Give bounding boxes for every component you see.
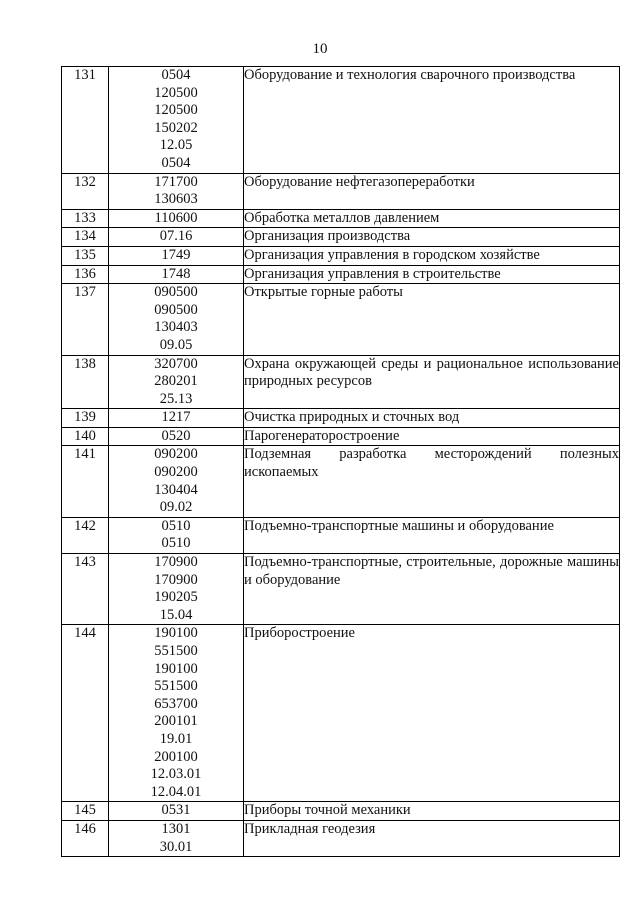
specialty-name: Парогенераторостроение — [244, 427, 620, 446]
specialty-code: 170900 — [154, 571, 198, 588]
row-number: 143 — [62, 554, 109, 625]
specialty-code: 150202 — [154, 119, 198, 136]
specialty-name: Оборудование и технология сварочного производства — [244, 67, 620, 174]
table-row — [62, 284, 620, 355]
specialty-codes-cell — [109, 265, 244, 284]
specialty-code: 0531 — [161, 802, 191, 819]
specialty-name: Очистка природных и сточных вод — [244, 409, 620, 428]
specialty-name: Подъемно-транспортные машины и оборудование — [244, 517, 620, 553]
specialty-code: 1749 — [161, 246, 191, 263]
specialty-code: 551500 — [154, 678, 198, 695]
specialty-code: 1217 — [161, 409, 191, 426]
row-number: 146 — [62, 820, 109, 856]
row-number: 145 — [62, 802, 109, 821]
table-row — [62, 409, 620, 428]
specialty-code: 090200 — [154, 464, 198, 481]
specialty-code: 120500 — [154, 102, 198, 119]
table-row — [62, 265, 620, 284]
row-number: 132 — [62, 173, 109, 209]
specialty-code: 280201 — [154, 373, 198, 390]
specialty-name: Организация управления в городском хозяйстве — [244, 246, 620, 265]
specialty-codes-cell — [109, 173, 244, 209]
table-row — [62, 517, 620, 553]
table-row — [62, 228, 620, 247]
specialty-code: 190100 — [154, 625, 198, 642]
specialty-code: 551500 — [154, 643, 198, 659]
specialty-codes-cell — [109, 517, 244, 553]
specialty-codes-cell — [109, 820, 244, 856]
specialty-code: 171700 — [154, 173, 198, 190]
table-row — [62, 802, 620, 821]
specialty-code: 090200 — [154, 446, 198, 463]
specialty-name: Обработка металлов давлением — [244, 209, 620, 228]
specialty-code: 200100 — [154, 748, 198, 765]
specialty-codes-cell — [109, 246, 244, 265]
table-row — [62, 355, 620, 409]
specialty-code: 1748 — [161, 265, 191, 282]
row-number: 139 — [62, 409, 109, 428]
table-row — [62, 173, 620, 209]
specialty-code: 653700 — [154, 695, 198, 712]
specialty-code: 12.04.01 — [150, 783, 202, 800]
specialty-name: Подъемно-транспортные, строительные, дорожные машины и оборудование — [244, 554, 620, 625]
row-number: 136 — [62, 265, 109, 284]
specialty-codes-cell — [109, 554, 244, 625]
specialty-code: 09.05 — [159, 336, 193, 353]
specialty-code: 170900 — [154, 554, 198, 571]
specialty-codes-cell — [109, 355, 244, 409]
specialty-code: 130403 — [154, 319, 198, 336]
row-number: 140 — [62, 427, 109, 446]
specialty-code: 1301 — [161, 820, 191, 837]
row-number: 137 — [62, 284, 109, 355]
specialty-code: 120500 — [154, 84, 198, 101]
table-row — [62, 554, 620, 625]
specialty-codes-cell — [109, 446, 244, 517]
specialty-code: 130404 — [154, 481, 198, 498]
table-row — [62, 820, 620, 856]
row-number: 141 — [62, 446, 109, 517]
specialty-codes-cell — [109, 802, 244, 821]
specialty-codes-cell — [109, 427, 244, 446]
specialty-name: Организация производства — [244, 228, 620, 247]
specialty-code: 25.13 — [159, 390, 193, 407]
specialty-name: Открытые горные работы — [244, 284, 620, 355]
table-row — [62, 625, 620, 802]
row-number: 133 — [62, 209, 109, 228]
specialty-code: 12.05 — [159, 137, 193, 154]
specialty-code: 0520 — [161, 427, 191, 444]
specialty-code: 30.01 — [159, 838, 193, 855]
specialty-name: Приборы точной механики — [244, 802, 620, 821]
specialty-code: 0504 — [161, 67, 191, 83]
specialty-code: 110600 — [154, 209, 198, 226]
specialty-name: Приборостроение — [244, 625, 620, 802]
row-number: 131 — [62, 67, 109, 174]
specialty-code: 07.16 — [159, 228, 193, 245]
table-row — [62, 246, 620, 265]
table-row — [62, 446, 620, 517]
specialty-code: 09.02 — [159, 499, 193, 516]
specialty-code: 0504 — [161, 154, 191, 171]
table-row — [62, 67, 620, 174]
page-number: 10 — [312, 41, 328, 57]
table-row — [62, 427, 620, 446]
specialty-code: 15.04 — [159, 606, 193, 623]
specialty-name: Организация управления в строительстве — [244, 265, 620, 284]
specialty-codes-cell — [109, 67, 244, 174]
specialty-name: Прикладная геодезия — [244, 820, 620, 856]
specialty-codes-cell — [109, 209, 244, 228]
specialty-codes-cell — [109, 409, 244, 428]
specialty-code: 090500 — [154, 284, 198, 301]
row-number: 134 — [62, 228, 109, 247]
specialty-code: 130603 — [154, 191, 198, 208]
specialty-name: Оборудование нефтегазопереработки — [244, 173, 620, 209]
specialty-codes-cell — [109, 625, 244, 802]
specialty-codes-cell — [109, 284, 244, 355]
specialty-codes-cell — [109, 228, 244, 247]
table-row — [62, 209, 620, 228]
specialty-code: 19.01 — [159, 730, 193, 747]
specialty-name: Охрана окружающей среды и рациональное использование природных ресурсов — [244, 355, 620, 409]
specialty-code: 320700 — [154, 355, 198, 372]
row-number: 135 — [62, 246, 109, 265]
specialty-codes-table — [61, 66, 620, 857]
specialty-code: 0510 — [161, 535, 191, 552]
specialty-code: 200101 — [154, 713, 198, 730]
specialty-code: 090500 — [154, 301, 198, 318]
specialty-name: Подземная разработка месторождений полезных ископаемых — [244, 446, 620, 517]
specialty-code: 190205 — [154, 589, 198, 606]
specialty-code: 12.03.01 — [150, 766, 202, 783]
specialty-code: 190100 — [154, 660, 198, 677]
row-number: 144 — [62, 625, 109, 802]
table-body — [62, 67, 620, 857]
row-number: 138 — [62, 355, 109, 409]
row-number: 142 — [62, 517, 109, 553]
specialty-code: 0510 — [161, 517, 191, 534]
